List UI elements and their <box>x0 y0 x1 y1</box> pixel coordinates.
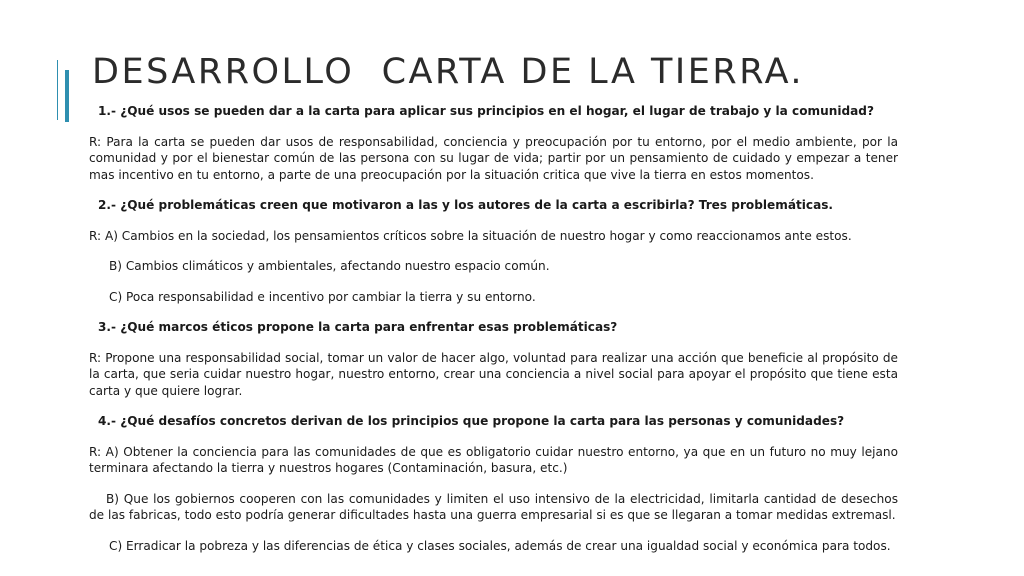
answer-2-c: C) Poca responsabilidad e incentivo por cambiar la tierra y su entorno. <box>109 289 536 304</box>
answer-4-a: R: A) Obtener la conciencia para las comunidades de que es obligatorio cuidar nuestro entorno, ya que en un futuro no muy lejano terminara afectando la tierra y nuestros hogares (Contaminación, basura, etc.) <box>89 444 898 475</box>
question-1: 1.- ¿Qué usos se pueden dar a la carta para aplicar sus principios en el hogar, el lugar de trabajo y la comunidad? <box>98 104 874 118</box>
answer-4-c: C) Erradicar la pobreza y las diferencias de ética y clases sociales, además de crear una igualdad social y económica para todos. <box>109 538 891 553</box>
answer-3: R: Propone una responsabilidad social, tomar un valor de hacer algo, voluntad para realizar una acción que beneficie al propósito de la carta, que seria cuidar nuestro hogar, nuestro entorno, crear una conciencia a nivel social para apoyar el propósito que tiene esta carta y que quiere lograr. <box>89 350 898 398</box>
question-2: 2.- ¿Qué problemáticas creen que motivaron a las y los autores de la carta a escribirla? Tres problemáticas. <box>98 198 834 212</box>
answer-4-b: B) Que los gobiernos cooperen con las comunidades y limiten el uso intensivo de la electricidad, limitarla cantidad de desechos de las fabricas, todo esto podría generar dificultades hasta una guerra empresarial si es que se llegaran a tomar medidas extremasl. <box>89 491 898 522</box>
answer-2-a: R: A) Cambios en la sociedad, los pensamientos críticos sobre la situación de nuestro hogar y como reaccionamos ante estos. <box>89 228 852 243</box>
answer-2-b: B) Cambios climáticos y ambientales, afectando nuestro espacio común. <box>109 259 550 273</box>
question-3: 3.- ¿Qué marcos éticos propone la carta para enfrentar esas problemáticas? <box>98 320 618 334</box>
slide-title: DESARROLLO CARTA DE LA TIERRA. <box>92 52 805 92</box>
question-4: 4.- ¿Qué desafíos concretos derivan de los principios que propone la carta para las personas y comunidades? <box>98 414 845 428</box>
accent-bar-thick <box>65 70 69 122</box>
accent-bar-thin <box>57 60 58 120</box>
answer-1: R: Para la carta se pueden dar usos de responsabilidad, conciencia y preocupación por tu entorno, por el medio ambiente, por la comunidad y por el bienestar común de las persona con su lugar de vida; partir por un pensamiento de cuidado y empezar a tener mas incentivo en tu entorno, a parte de una preocupación por la situación critica que vive la tierra en estos momentos. <box>89 134 898 182</box>
slide-content <box>89 103 898 554</box>
